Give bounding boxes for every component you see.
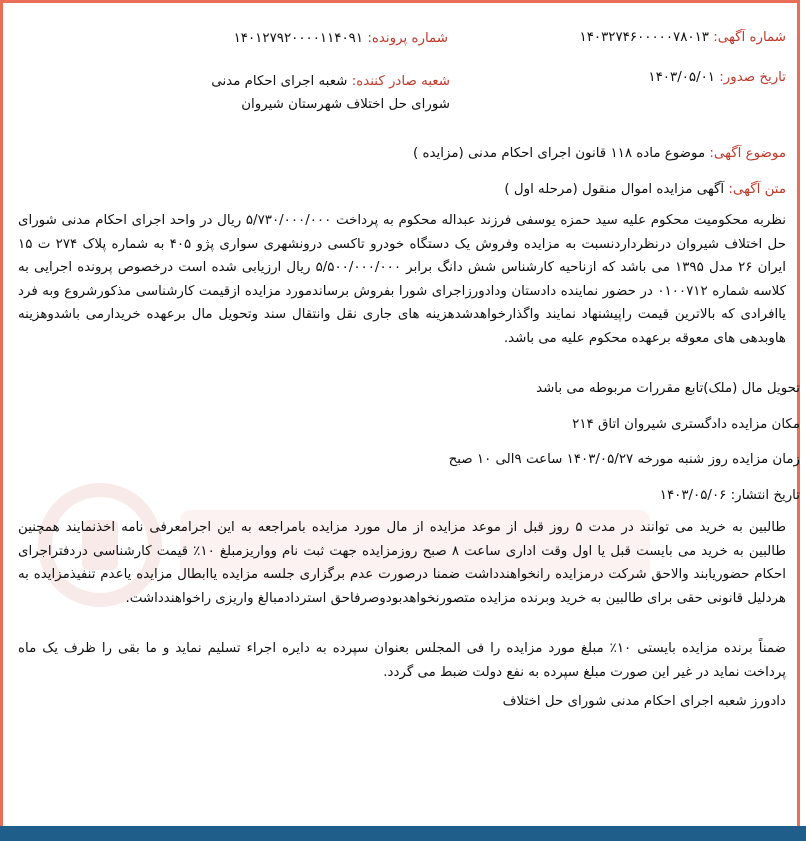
body-label: متن آگهی: <box>728 182 786 197</box>
subject-label: موضوع آگهی: <box>709 146 786 161</box>
file-number-label: شماره پرونده: <box>367 31 448 46</box>
issuer-row <box>180 70 450 116</box>
ad-number-row <box>580 30 786 45</box>
issuer: شعبه اجرای احکام مدنی شورای حل اختلاف شهرستان شیروان <box>211 74 450 112</box>
time-line: زمان مزایده روز شنبه مورخه ۱۴۰۳/۰۵/۲۷ ساعت ۹الی ۱۰ صبح <box>448 452 800 467</box>
paragraph-bidders: طالبین به خرید می توانند در مدت ۵ روز قبل از موعد مزایده از مال مورد مزایده بامراجعه به این اجرامعرفی نامه اخذنمایند همچنین طالبین به خرید می بایست قبل یا اول وقت اداری ساعت ۸ صبح روزمزایده جهت ثبت نام وواریزمبلغ ۱۰٪ قیمت کارشناسی دردفتراجرای احکام حضوریابند والاحق شرکت درمزایده رانخواهندداشت ضمنا درصورت عدم برگزاری جلسه مزایده یاابطال مزایده یاعدم تنفیذمزایده به هردلیل قانونی حقی برای طالبین به خرید وبرنده مزایده متصورنخواهدبودوصرفاحق استردادمبالغ واریزی راخواهندداشت. <box>18 520 786 606</box>
subject-row <box>413 146 786 161</box>
publish-date-label: تاریخ انتشار: <box>730 488 800 503</box>
delivery-line: تحویل مال (ملک)تابع مقررات مربوطه می باشد <box>536 381 800 396</box>
paragraph-verdict: نظربه محکومیت محکوم علیه سید حمزه یوسفی فرزند عبداله محکوم به پرداخت ۵/۷۳۰/۰۰۰/۰۰۰ ریال در واحد اجرای احکام مدنی شورای حل اختلاف شیروان درنظرداردنسبت به مزایده وفروش یک دستگاه خودرو تاکسی درونشهری سواری پژو ۴۰۵ به شماره پلاک ۲۷۴ ت ۱۵ ایران ۲۶ مدل ۱۳۹۵ می باشد که ازناحیه کارشناس شش دانگ برابر ۵/۵۰۰/۰۰۰/۰۰۰ ریال ارزیابی شده است درخصوص پرونده اجرایی به کلاسه شماره ۰۱۰۰۷۱۲ در حضور نماینده دادستان ودادورزاجرای شورا بفروش برساندمورد مزایده ازقیمت کارشناسی مذکورشروع وبه فرد یاافرادی که بالاترین قیمت راپیشنهاد نمایند واگذارخواهدشدهزینه های جاری نقل وانتقال سند وتحویل مال برعهده خریدارمی باشدوهزینه هاوبدهی های معوقه برعهده محکوم علیه می باشد. <box>18 213 787 346</box>
body-title: آگهی مزایده اموال منقول (مرحله اول ) <box>504 182 725 197</box>
file-number-row <box>234 31 448 46</box>
issue-date: ۱۴۰۳/۰۵/۰۱ <box>648 70 715 85</box>
place-line: مکان مزایده دادگستری شیروان اتاق ۲۱۴ <box>572 417 800 432</box>
ad-number-label: شماره آگهی: <box>713 30 786 45</box>
issue-date-label: تاریخ صدور: <box>719 70 786 85</box>
signature-line: دادورز شعبه اجرای احکام مدنی شورای حل اختلاف <box>502 694 786 709</box>
publish-date: ۱۴۰۳/۰۵/۰۶ <box>659 488 727 503</box>
issue-date-row <box>648 70 786 85</box>
paragraph-deposit: ضمناً برنده مزایده بایستی ۱۰٪ مبلغ مورد مزایده را فی المجلس بعنوان سپرده به دایره اجراء تسلیم نماید و ما بقی را ظرف یک ماه پرداخت نماید در غیر این صورت مبلغ سپرده به نفع دولت ضبط می گردد. <box>18 641 786 680</box>
subject-text: موضوع ماده ۱۱۸ قانون اجرای احکام مدنی (مزایده ) <box>413 146 706 161</box>
footer-bar <box>0 826 806 841</box>
ad-number: ۱۴۰۳۲۷۴۶۰۰۰۰۰۷۸۰۱۳ <box>579 30 709 45</box>
issuer-label: شعبه صادر کننده: <box>351 74 450 89</box>
body-title-row <box>504 182 786 197</box>
file-number: ۱۴۰۱۲۷۹۲۰۰۰۰۱۱۴۰۹۱ <box>233 31 364 46</box>
publish-date-row <box>660 488 800 503</box>
